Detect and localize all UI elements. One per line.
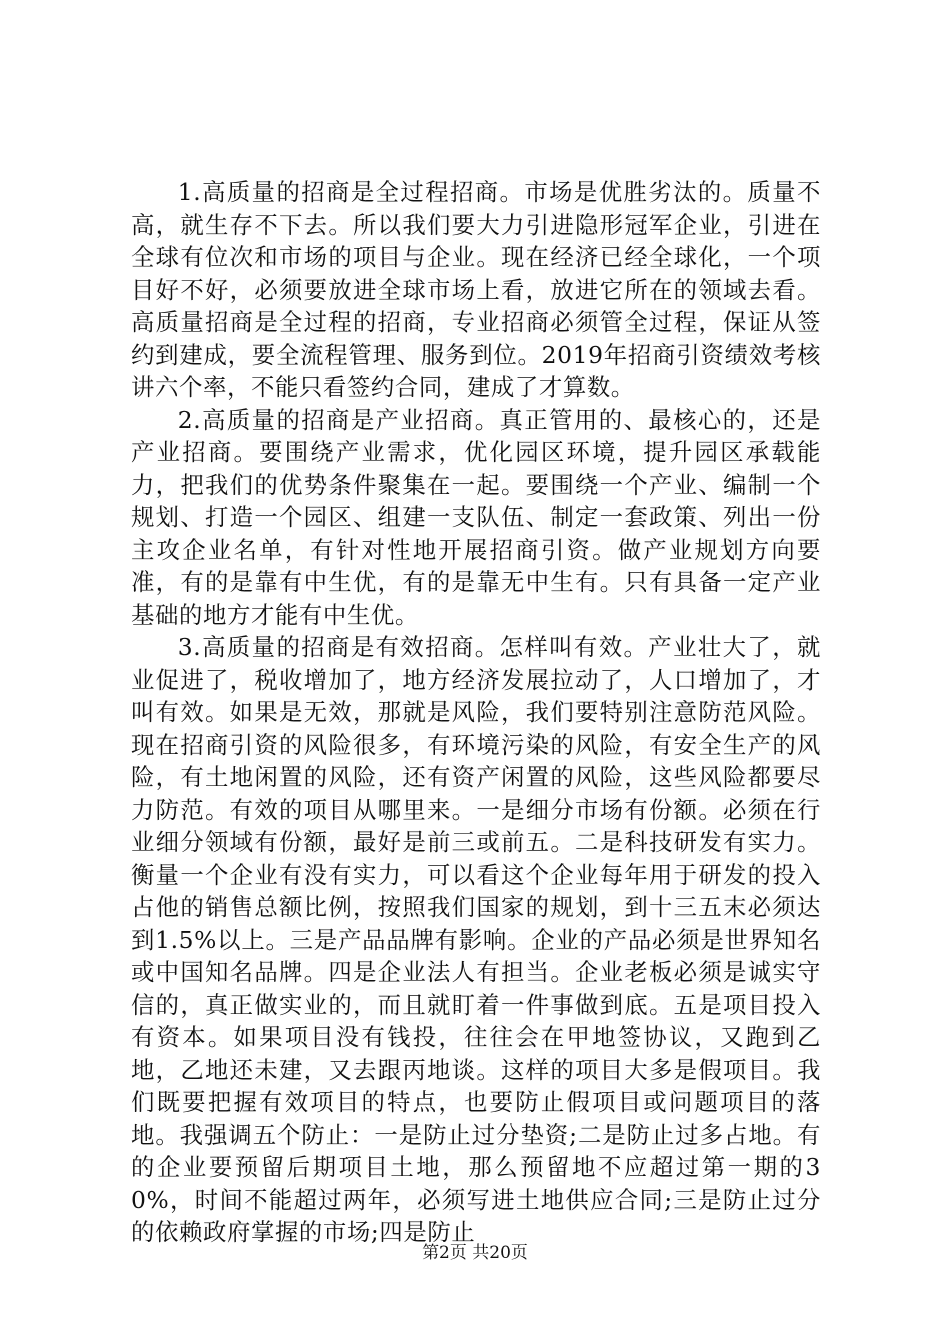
paragraph-3: 3.高质量的招商是有效招商。怎样叫有效。产业壮大了，就业促进了，税收增加了，地方经济发展拉动了，人口增加了，才叫有效。如果是无效，那就是风险，我们要特别注意防范风险。现在招商引资的风险很多，有环境污染的风险，有安全生产的风险，有土地闲置的风险，还有资产闲置的风险，这些风险都要尽力防范。有效的项目从哪里来。一是细分市场有份额。必须在行业细分领域有份额，最好是前三或前五。二是科技研发有实力。衡量一个企业有没有实力，可以看这个企业每年用于研发的投入占他的销售总额比例，按照我们国家的规划，到十三五末必须达到1.5%以上。三是产品品牌有影响。企业的产品必须是世界知名或中国知名品牌。四是企业法人有担当。企业老板必须是诚实守信的，真正做实业的，而且就盯着一件事做到底。五是项目投入有资本。如果项目没有钱投，往往会在甲地签协议，又跑到乙地，乙地还未建，又去跟丙地谈。这样的项目大多是假项目。我们既要把握有效项目的特点，也要防止假项目或问题项目的落地。我强调五个防止：一是防止过分垫资;二是防止过多占地。有的企业要预留后期项目土地，那么预留地不应超过第一期的30%，时间不能超过两年，必须写进土地供应合同;三是防止过分的依赖政府掌握的市场;四是防止 — [131, 633, 821, 1246]
document-body — [131, 176, 821, 1249]
paragraph-2: 2.高质量的招商是产业招商。真正管用的、最核心的，还是产业招商。要围绕产业需求，优化园区环境，提升园区承载能力，把我们的优势条件聚集在一起。要围绕一个产业、编制一个规划、打造一个园区、组建一支队伍、制定一套政策、列出一份主攻企业名单，有针对性地开展招商引资。做产业规划方向要准，有的是靠有中生优，有的是靠无中生有。只有具备一定产业基础的地方才能有中生优。 — [131, 405, 821, 629]
page-footer: 第2页 共20页 — [422, 1243, 528, 1263]
paragraph-1: 1.高质量的招商是全过程招商。市场是优胜劣汰的。质量不高，就生存不下去。所以我们要大力引进隐形冠军企业，引进在全球有位次和市场的项目与企业。现在经济已经全球化，一个项目好不好，必须要放进全球市场上看，放进它所在的领域去看。高质量招商是全过程的招商，专业招商必须管全过程，保证从签约到建成，要全流程管理、服务到位。2019年招商引资绩效考核讲六个率，不能只看签约合同，建成了才算数。 — [131, 178, 821, 401]
